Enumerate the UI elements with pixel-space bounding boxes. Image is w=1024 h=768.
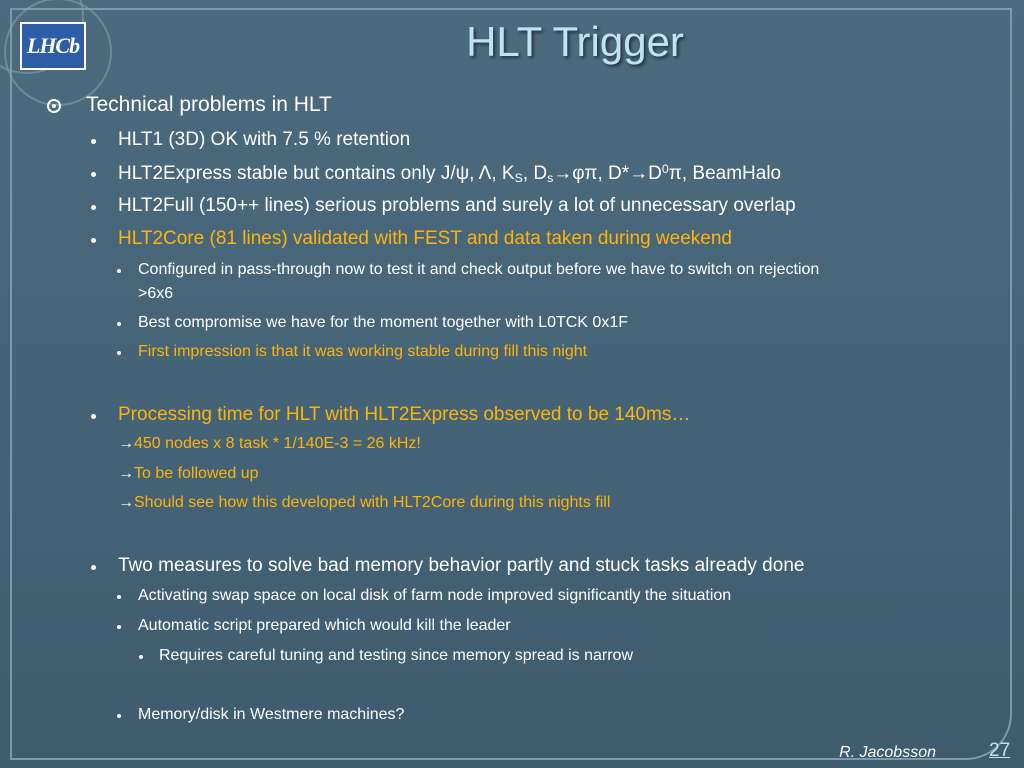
item-processing-time: Processing time for HLT with HLT2Express observed to be 140ms… [118, 404, 691, 425]
bullet-icon [117, 595, 121, 599]
bullet-icon [91, 205, 96, 210]
bullet-icon [117, 625, 121, 629]
logo-text: LHCb [26, 33, 80, 58]
express-prefix: HLT2Express stable but contains only J/ [118, 163, 456, 184]
lambda-symbol: Λ [478, 163, 492, 184]
page-number: 27 [989, 740, 1011, 761]
d0-superscript: 0 [661, 162, 669, 176]
bullet-icon [117, 714, 121, 718]
item-hlt1: HLT1 (3D) OK with 7.5 % retention [118, 129, 411, 150]
express-mid3: , D [522, 163, 548, 184]
bullet-icon [117, 269, 121, 273]
item-nodes [118, 435, 421, 453]
bullet-icon [91, 172, 96, 177]
bullet-icon [91, 238, 96, 243]
item-hlt2express [118, 162, 781, 185]
item-configured-line2: >6x6 [138, 285, 174, 302]
ds-subscript: s [547, 171, 554, 185]
heading-technical-problems: Technical problems in HLT [86, 93, 332, 116]
express-mid4: , D* [597, 163, 630, 184]
item-two-measures: Two measures to solve bad memory behavior partly and stuck tasks already done [118, 555, 805, 576]
bullet-icon [117, 351, 121, 355]
followed-text: To be followed up [134, 465, 259, 482]
ks-subscript: S [514, 171, 523, 185]
bullet-icon [91, 414, 96, 419]
should-text: Should see how this developed with HLT2Core during this nights fill [134, 494, 611, 511]
arrow-icon: → [118, 494, 134, 511]
item-hlt2full: HLT2Full (150++ lines) serious problems and surely a lot of unnecessary overlap [118, 195, 796, 216]
pi-symbol: π [668, 163, 682, 184]
bullet-icon [91, 565, 96, 570]
item-automatic-script: Automatic script prepared which would kill the leader [138, 617, 511, 634]
item-westmere: Memory/disk in Westmere machines? [138, 706, 405, 723]
item-careful-tuning: Requires careful tuning and testing since memory spread is narrow [159, 647, 634, 664]
item-configured-line1: Configured in pass-through now to test it and check output before we have to switch on rejection [138, 261, 820, 278]
d0-label: D [648, 163, 662, 184]
circle-bullet-icon [47, 99, 61, 113]
bullet-icon [117, 322, 121, 326]
item-hlt2core: HLT2Core (81 lines) validated with FEST and data taken during weekend [118, 228, 732, 249]
item-followed [118, 465, 259, 483]
phipi-symbol: φπ [572, 163, 598, 184]
item-should-see [118, 494, 610, 512]
arrow-icon: → [118, 435, 134, 452]
nodes-text: 450 nodes x 8 task * 1/140E-3 = 26 kHz! [134, 435, 421, 452]
author-name: R. Jacobsson [839, 744, 936, 761]
express-mid1: , [469, 163, 479, 184]
arrow-icon: → [629, 163, 649, 184]
slide-title: HLT Trigger [466, 18, 684, 65]
bullet-icon [91, 139, 96, 144]
arrow-icon: → [553, 163, 573, 184]
arrow-icon: → [118, 465, 134, 482]
item-first-impression: First impression is that it was working stable during fill this night [138, 343, 588, 360]
express-suffix: , BeamHalo [681, 163, 782, 184]
item-swap-space: Activating swap space on local disk of farm node improved significantly the situation [138, 587, 732, 604]
psi-symbol: ψ [455, 163, 470, 184]
express-mid2: , K [491, 163, 515, 184]
bullet-icon [139, 655, 143, 659]
item-best-compromise: Best compromise we have for the moment together with L0TCK 0x1F [138, 314, 628, 331]
